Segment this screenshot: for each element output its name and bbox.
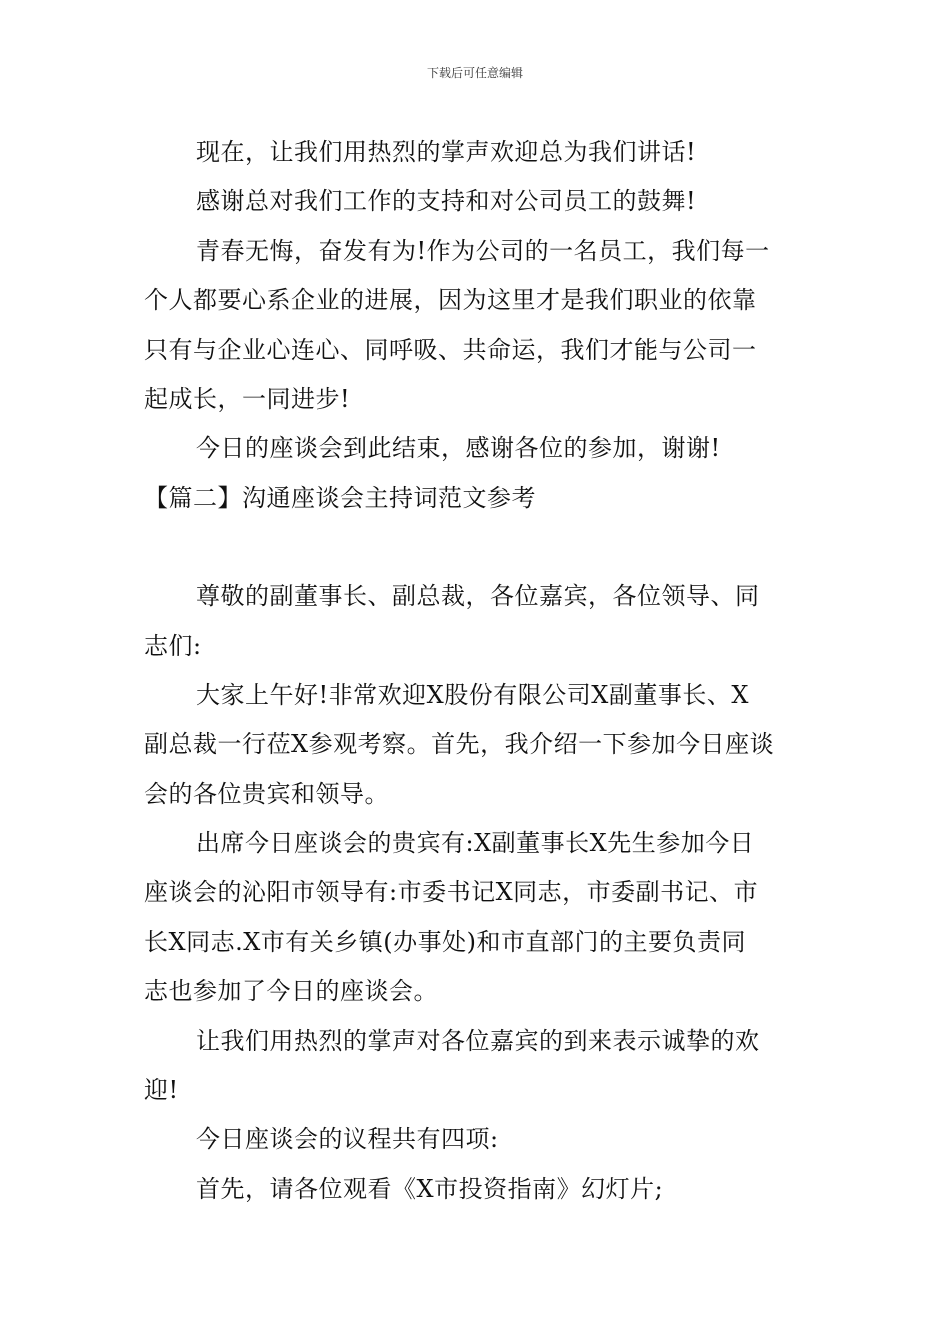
- text-line: 今日座谈会的议程共有四项:: [196, 1125, 499, 1154]
- text-line: 青春无悔，奋发有为!作为公司的一名员工，我们每一: [196, 236, 770, 265]
- text-line: 副总裁一行莅X参观考察。首先，我介绍一下参加今日座谈: [144, 730, 775, 759]
- text-line: 大家上午好!非常欢迎X股份有限公司X副董事长、X: [196, 680, 749, 709]
- text-line: 让我们用热烈的掌声对各位嘉宾的到来表示诚挚的欢: [196, 1026, 760, 1055]
- blank-line: [144, 523, 808, 572]
- document-body: [144, 128, 808, 1214]
- text-line: 只有与企业心连心、同呼吸、共命运，我们才能与公司一: [144, 335, 757, 364]
- text-line: 尊敬的副董事长、副总裁，各位嘉宾，各位领导、同: [196, 582, 760, 611]
- text-line: 座谈会的沁阳市领导有:市委书记X同志，市委副书记、市: [144, 878, 759, 907]
- text-line: 【篇二】沟通座谈会主持词范文参考: [144, 483, 536, 512]
- text-line: 今日的座谈会到此结束，感谢各位的参加，谢谢!: [196, 434, 721, 463]
- text-line: 长X同志.X市有关乡镇(办事处)和市直部门的主要负责同: [144, 927, 747, 956]
- text-line: 感谢总对我们工作的支持和对公司员工的鼓舞!: [196, 187, 697, 216]
- text-line: 会的各位贵宾和领导。: [144, 779, 389, 808]
- text-line: 出席今日座谈会的贵宾有:X副董事长X先生参加今日: [196, 829, 755, 858]
- text-line: 志也参加了今日的座谈会。: [144, 977, 438, 1006]
- text-line: 现在，让我们用热烈的掌声欢迎总为我们讲话!: [196, 138, 697, 166]
- header-note: 下载后可任意编辑: [426, 66, 523, 80]
- text-line: 迎!: [144, 1076, 179, 1105]
- text-line: 起成长，一同进步!: [144, 384, 351, 413]
- text-line: 首先，请各位观看《X市投资指南》幻灯片;: [196, 1174, 664, 1203]
- text-line: 志们:: [144, 631, 202, 660]
- text-line: 个人都要心系企业的进展，因为这里才是我们职业的依靠: [144, 286, 757, 315]
